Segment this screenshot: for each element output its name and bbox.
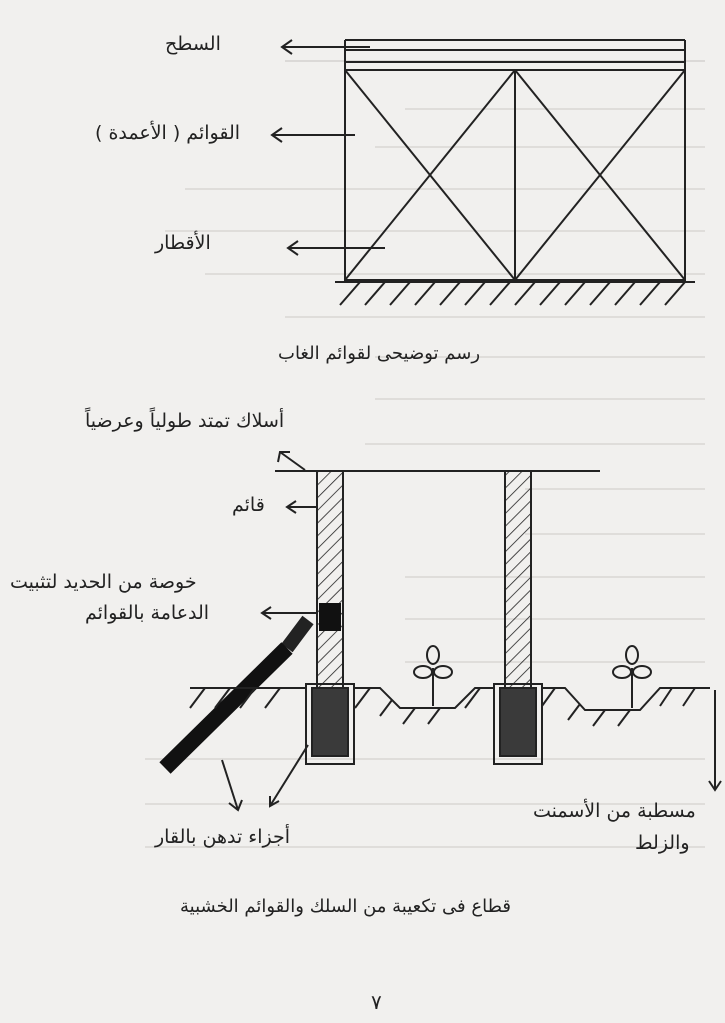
- label-bed-line1: مسطبة من الأسمنت: [533, 800, 696, 822]
- left-post: [306, 471, 354, 764]
- plant-2: [613, 646, 651, 708]
- ground-hatching-top: [335, 282, 695, 305]
- label-tar-parts: أجزاء تدهن بالقار: [155, 826, 290, 848]
- label-roof: السطح: [165, 33, 221, 55]
- label-bed-line2: والزلط: [635, 832, 690, 854]
- plant-1: [414, 646, 452, 706]
- bamboo-frame: [345, 40, 685, 280]
- label-columns: القوائم ( الأعمدة ): [95, 122, 241, 144]
- caption-bottom: قطاع فى تكعيبة من السلك والقوائم الخشبية: [180, 896, 511, 917]
- label-wires: أسلاك تمتد طولياً وعرضياً: [85, 410, 285, 432]
- label-diagonals: الأقطار: [155, 232, 211, 254]
- diagonal-brace: [165, 620, 308, 768]
- label-post: قائم: [232, 494, 265, 516]
- label-wedge-line1: خوصة من الحديد لتثبيت: [10, 571, 197, 593]
- right-post: [494, 471, 542, 764]
- arrows-top: [272, 40, 385, 255]
- caption-top: رسم توضيحى لقوائم الغاب: [278, 343, 481, 364]
- label-wedge-line2: الدعامة بالقوائم: [85, 602, 210, 624]
- page-number: ٧: [371, 990, 382, 1014]
